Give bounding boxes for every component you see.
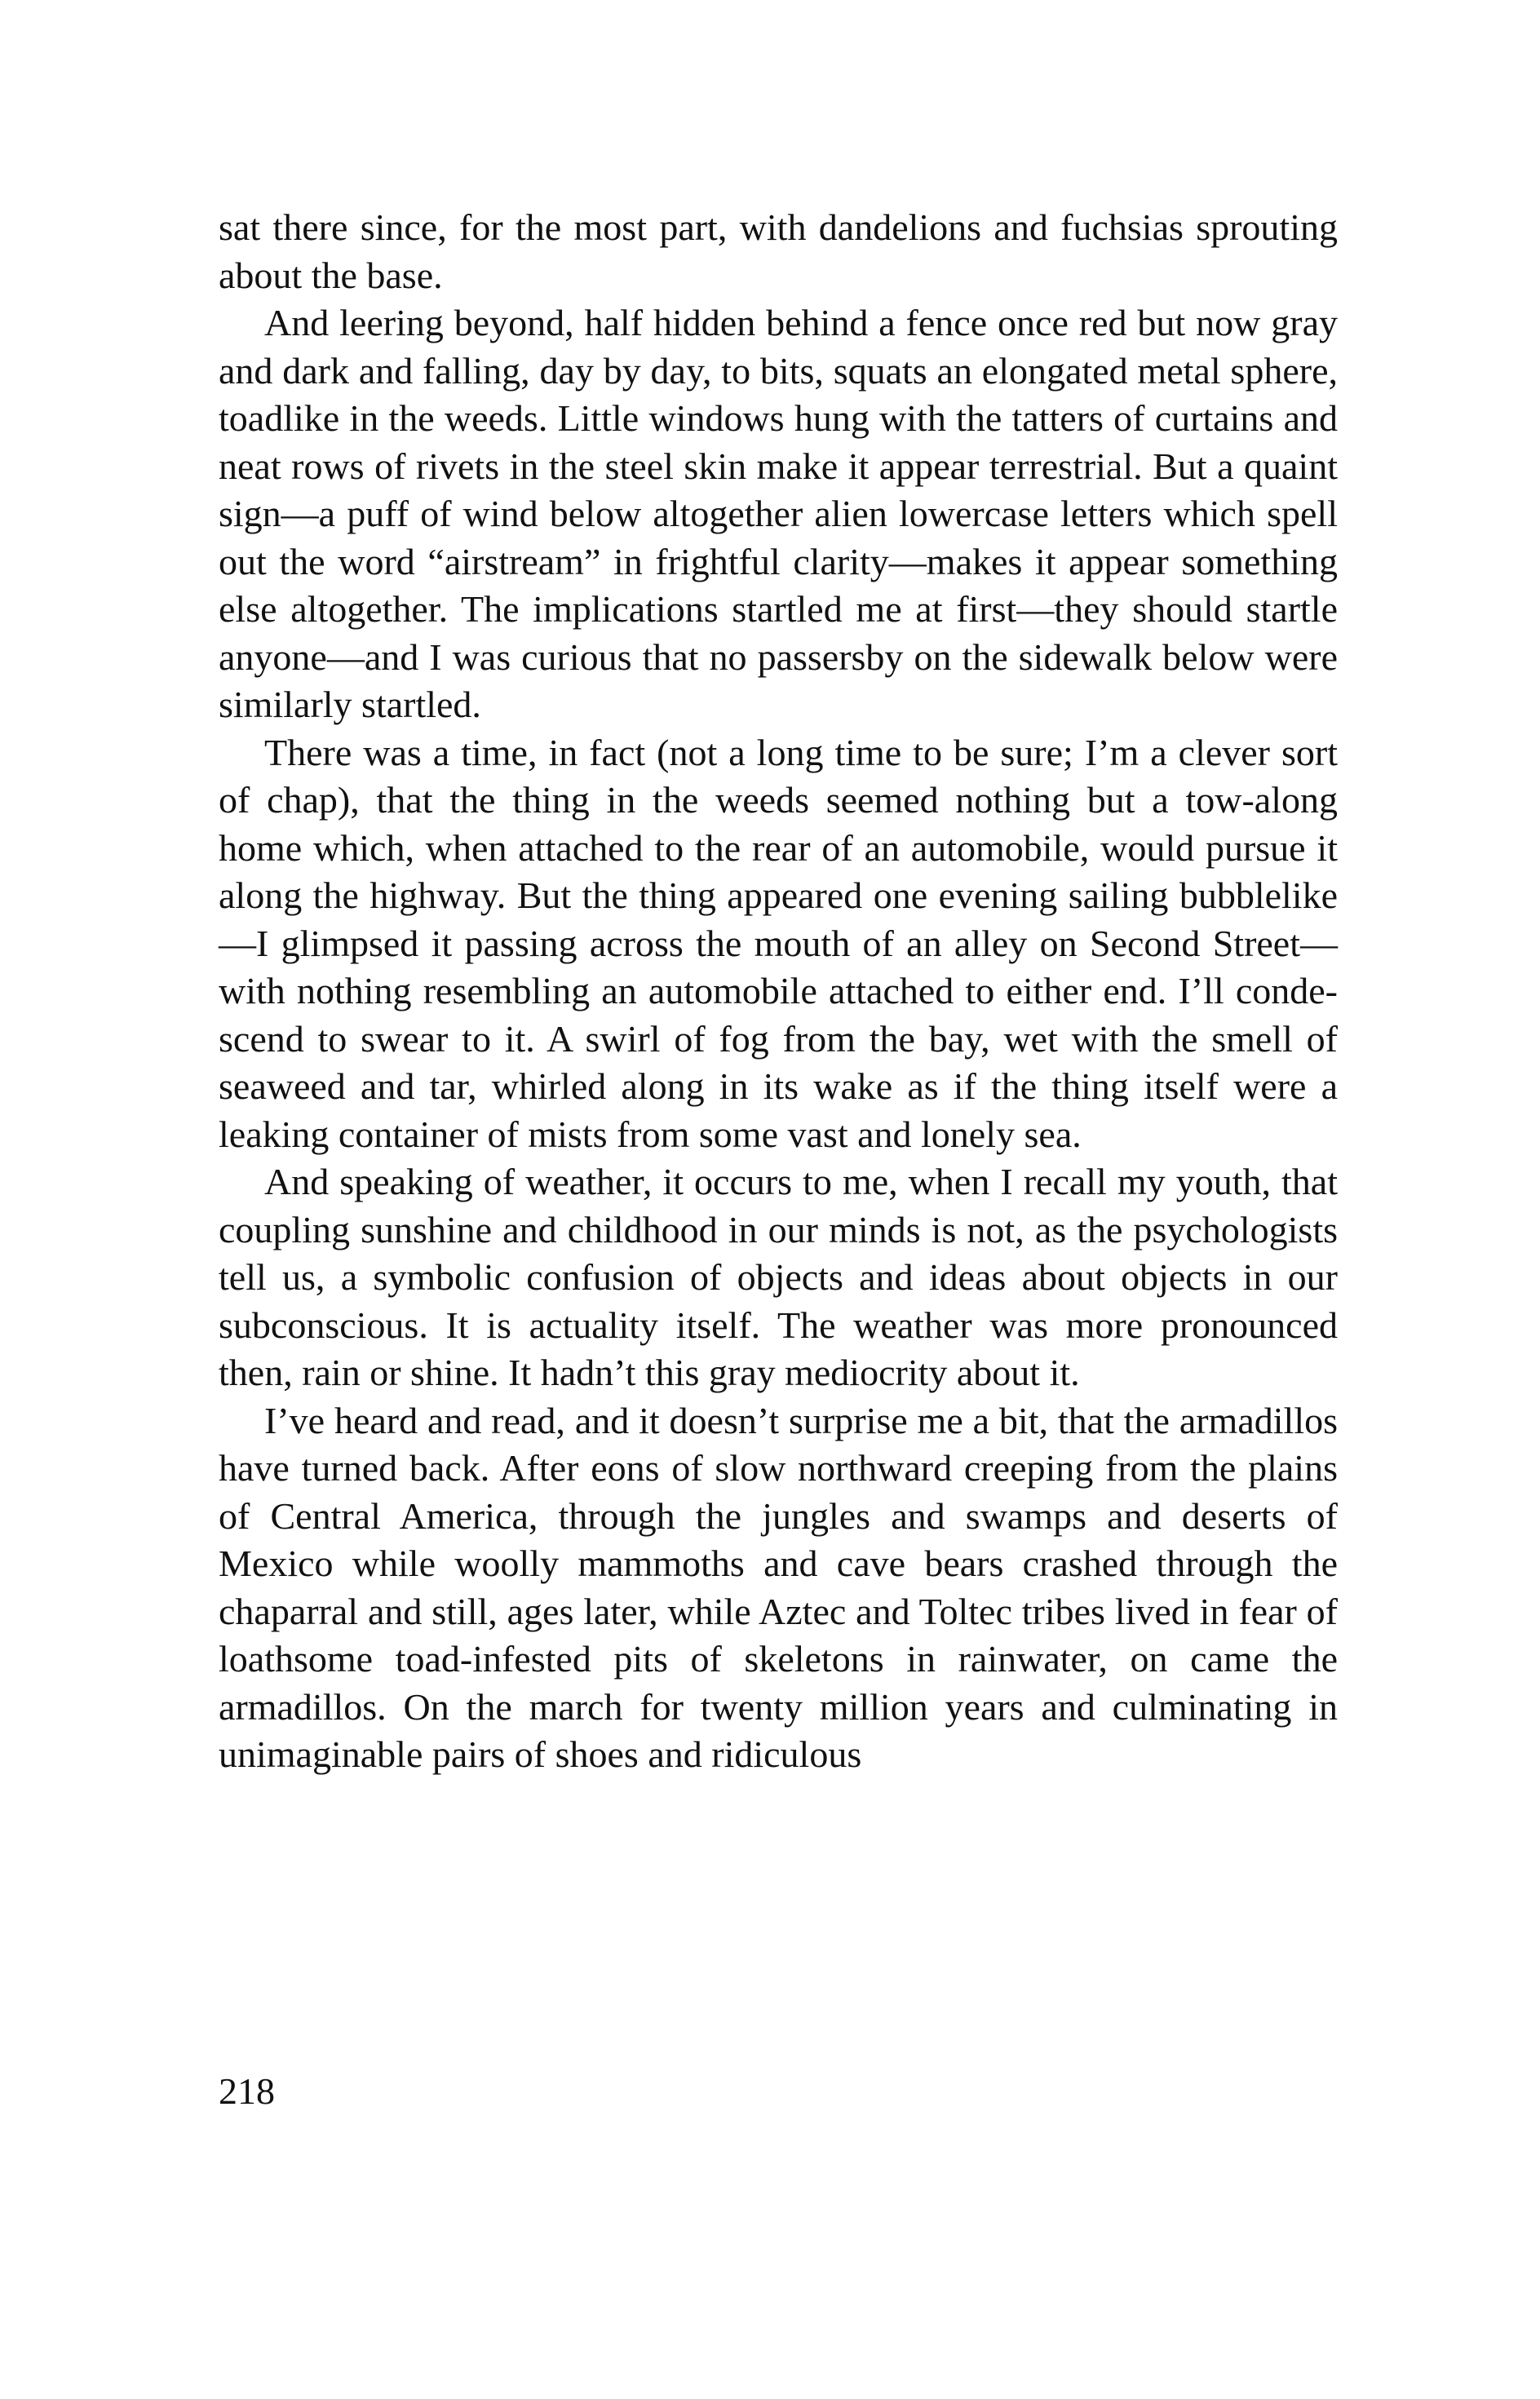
paragraph-2: And leering beyond, half hidden behind a fence once red but now gray and dark and falling, day by day, to bits, squats an elongated metal sphere, toadlike in the weeds. Little windows hung with the tatters of curtains and neat rows of rivets in the steel skin make it appear terrestrial. But a quaint sign—a puff of wind below altogether alien lowercase letters which spell out the word “airstream” in frightful clarity—makes it appear something else altogether. The implications startled me at first—they should startle anyone—and I was curious that no passersby on the sidewalk below were similarly startled. bbox=[219, 302, 1338, 725]
paragraph-5: I’ve heard and read, and it doesn’t surprise me a bit, that the armadillos have turned back. After eons of slow northward creeping from the plains of Central America, through the jungles and swamps and deserts of Mexico while woolly mammoths and cave bears crashed through the chaparral and still, ages later, while Aztec and Toltec tribes lived in fear of loathsome toad-infested pits of skeletons in rainwater, on came the armadillos. On the march for twenty million years and culminating in unimaginable pairs of shoes and ridiculous bbox=[219, 1399, 1338, 1775]
paragraph-3: There was a time, in fact (not a long time to be sure; I’m a clever sort of chap), that the thing in the weeds seemed nothing but a tow-along home which, when attached to the rear of an automobile, would pursue it along the highway. But the thing appeared one evening sailing bubblelike—I glimpsed it passing across the mouth of an alley on Second Street—with nothing resembling an automobile attached to either end. I’ll condescend to swear to it. A swirl of fog from the bay, wet with the smell of seaweed and tar, whirled along in its wake as if the thing itself were a leaking container of mists from some vast and lonely sea. bbox=[219, 731, 1338, 1155]
page-number: 218 bbox=[219, 2070, 275, 2112]
paragraph-4: And speaking of weather, it occurs to me, when I recall my youth, that coupling sunshine and childhood in our minds is not, as the psychologists tell us, a symbolic confusion of objects and ideas about objects in our subconscious. It is actuality itself. The weather was more pronounced then, rain or shine. It hadn’t this gray mediocrity about it. bbox=[219, 1161, 1338, 1393]
paragraph-1: sat there since, for the most part, with dandelions and fuchsias sprouting about the base. bbox=[219, 206, 1338, 296]
body-text bbox=[219, 204, 1338, 1779]
